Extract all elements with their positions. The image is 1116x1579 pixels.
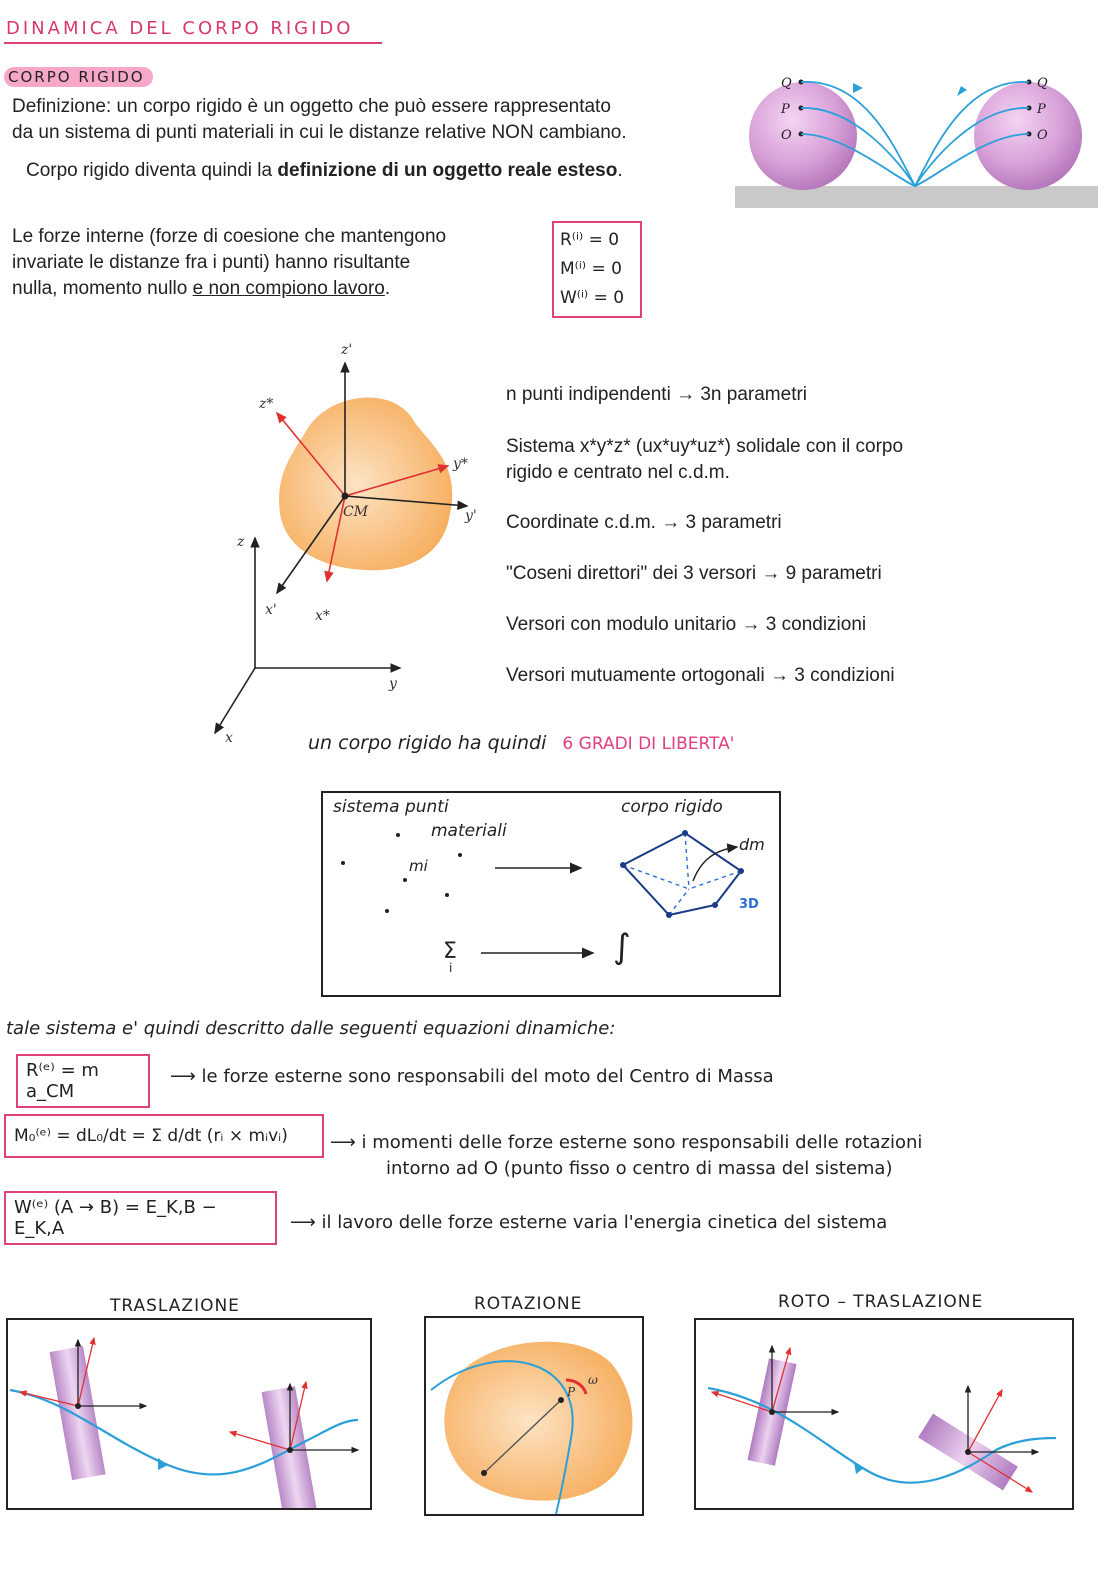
- axis-label-x-star: x*: [315, 608, 330, 624]
- ground: [735, 186, 1098, 208]
- cm-point: [342, 493, 349, 500]
- esteso-sentence: [26, 158, 716, 184]
- eq-newton-desc: ⟶ le forze esterne sono responsabili del moto del Centro di Massa: [170, 1066, 774, 1087]
- label-p-right: P: [1037, 102, 1046, 117]
- eq-internal-resultant: R⁽ⁱ⁾ = 0: [560, 230, 620, 250]
- rototraslazione-panel: [694, 1318, 1074, 1510]
- esteso-bold: definizione di un oggetto reale esteso: [277, 160, 618, 181]
- definition-line-1: Definizione: un corpo rigido è un oggetto che può essere rappresentato: [12, 96, 611, 117]
- eq-box-work: W⁽ᵉ⁾ (A → B) = E_K,B − E_K,A: [4, 1191, 277, 1245]
- frame-label-materiali: materiali: [431, 821, 507, 841]
- frame-label-mi: mi: [409, 857, 428, 875]
- frame-drawing: [323, 793, 779, 995]
- internal-forces-text: [12, 224, 532, 302]
- arrowhead-icon: [853, 83, 863, 93]
- axis-label-x: x: [225, 730, 233, 746]
- eq-box-moment: M₀⁽ᵉ⁾ = dL₀/dt = Σ d/dt (rᵢ × mᵢvᵢ): [4, 1114, 324, 1158]
- label-q-right: Q: [1037, 76, 1048, 91]
- label-o-right: O: [1037, 128, 1048, 143]
- definition-text: [12, 94, 712, 146]
- polyhedron-solid: [623, 833, 741, 915]
- forces-line-3-prefix: nulla, momento nullo: [12, 278, 193, 299]
- axis-label-z: z: [237, 534, 245, 550]
- eq-moment-desc-line2: intorno ad O (punto fisso o centro di massa del sistema): [386, 1158, 893, 1179]
- param-item-coseni: "Coseni direttori" dei 3 versori → 9 parametri: [506, 563, 882, 584]
- title-underline: [4, 42, 382, 44]
- axis-label-cm: CM: [343, 504, 369, 520]
- forces-line-2: invariate le distanze fra i punti) hanno risultante: [12, 252, 411, 273]
- eq-box-newton: R⁽ᵉ⁾ = m a_CM: [16, 1054, 150, 1108]
- rotazione-panel: [424, 1316, 644, 1516]
- esteso-prefix: Corpo rigido diventa quindi la: [26, 160, 278, 181]
- eq-internal-work: W⁽ⁱ⁾ = 0: [560, 288, 625, 308]
- frame-label-dm: dm: [739, 835, 765, 854]
- frame-label-corpo-rigido: corpo rigido: [621, 797, 723, 817]
- eq-work-desc: ⟶ il lavoro delle forze esterne varia l'energia cinetica del sistema: [290, 1212, 888, 1233]
- forces-line-3: [12, 276, 532, 302]
- eq-moment-desc-line1: i momenti delle forze esterne sono responsabili delle rotazioni: [361, 1132, 923, 1153]
- eq-work-desc-text: il lavoro delle forze esterne varia l'energia cinetica del sistema: [321, 1212, 888, 1233]
- frame-sum-index: i: [449, 961, 453, 975]
- page-title: DINAMICA DEL CORPO RIGIDO: [6, 18, 354, 39]
- label-p-left: P: [781, 102, 790, 117]
- param-item-ortogonali: Versori mutuamente ortogonali → 3 condizioni: [506, 665, 895, 686]
- label-p: P: [567, 1385, 576, 1399]
- arrowhead-icon: [158, 1458, 168, 1470]
- rolling-spheres-figure: [735, 68, 1100, 210]
- caption-rotazione: ROTAZIONE: [474, 1294, 583, 1314]
- frame-sum-symbol: Σ: [443, 939, 457, 964]
- eq-internal-moment: M⁽ⁱ⁾ = 0: [560, 259, 622, 279]
- param-item-modulo: Versori con modulo unitario → 3 condizioni: [506, 614, 867, 635]
- section-heading: CORPO RIGIDO: [4, 67, 153, 87]
- forces-no-work: e non compiono lavoro: [192, 278, 385, 299]
- param-item-system-line1: Sistema x*y*z* (ux*uy*uz*) solidale con il corpo: [506, 436, 904, 457]
- discrete-to-continuous-box: [321, 791, 781, 997]
- param-item-system-line2: rigido e centrato nel c.d.m.: [506, 462, 730, 483]
- axis-label-z-star: z*: [259, 396, 274, 412]
- forces-line-3-suffix: .: [384, 278, 391, 299]
- axis-label-x-prime: x': [265, 602, 277, 618]
- gradi-prefix: un corpo rigido ha quindi: [308, 732, 547, 754]
- eq-newton-desc-text: le forze esterne sono responsabili del moto del Centro di Massa: [201, 1066, 774, 1087]
- degrees-of-freedom: [308, 732, 734, 754]
- frame-label-3d: 3D: [739, 897, 759, 912]
- sphere-left: [749, 82, 857, 190]
- axis-label-y-prime: y': [465, 508, 477, 524]
- axis-label-z-prime: z': [341, 342, 353, 358]
- internal-forces-equations: [552, 221, 642, 318]
- label-o-left: O: [781, 128, 792, 143]
- eq-moment-desc: ⟶ i momenti delle forze esterne sono responsabili delle rotazioni intorno ad O (punto fisso o centro di massa del sistema): [330, 1130, 922, 1182]
- forces-line-1: Le forze interne (forze di coesione che mantengono: [12, 226, 447, 247]
- traslazione-panel: [6, 1318, 372, 1510]
- arrowhead-icon: [854, 1462, 864, 1474]
- frame-label-sistema: sistema punti: [333, 797, 449, 817]
- rigid-body-blob: [279, 398, 452, 571]
- param-item-points: n punti indipendenti → 3n parametri: [506, 384, 808, 405]
- gradi-highlight: 6 GRADI DI LIBERTA': [562, 734, 735, 754]
- esteso-suffix: .: [617, 160, 623, 181]
- axis-label-y-star: y*: [453, 456, 468, 472]
- definition-line-2: da un sistema di punti materiali in cui le distanze relative NON cambiano.: [12, 122, 627, 143]
- dynamics-intro: tale sistema e' quindi descritto dalle seguenti equazioni dinamiche:: [6, 1018, 616, 1039]
- label-omega: ω: [588, 1373, 598, 1387]
- arrowhead-icon: [957, 86, 967, 96]
- frame-integral-symbol: ∫: [613, 927, 631, 967]
- axis-label-y: y: [389, 676, 397, 692]
- param-item-cdm: Coordinate c.d.m. → 3 parametri: [506, 512, 782, 533]
- rigid-body-axes-figure: [205, 338, 495, 748]
- label-q-left: Q: [781, 76, 792, 91]
- caption-traslazione: TRASLAZIONE: [110, 1296, 240, 1316]
- caption-rototraslazione: ROTO – TRASLAZIONE: [778, 1292, 984, 1312]
